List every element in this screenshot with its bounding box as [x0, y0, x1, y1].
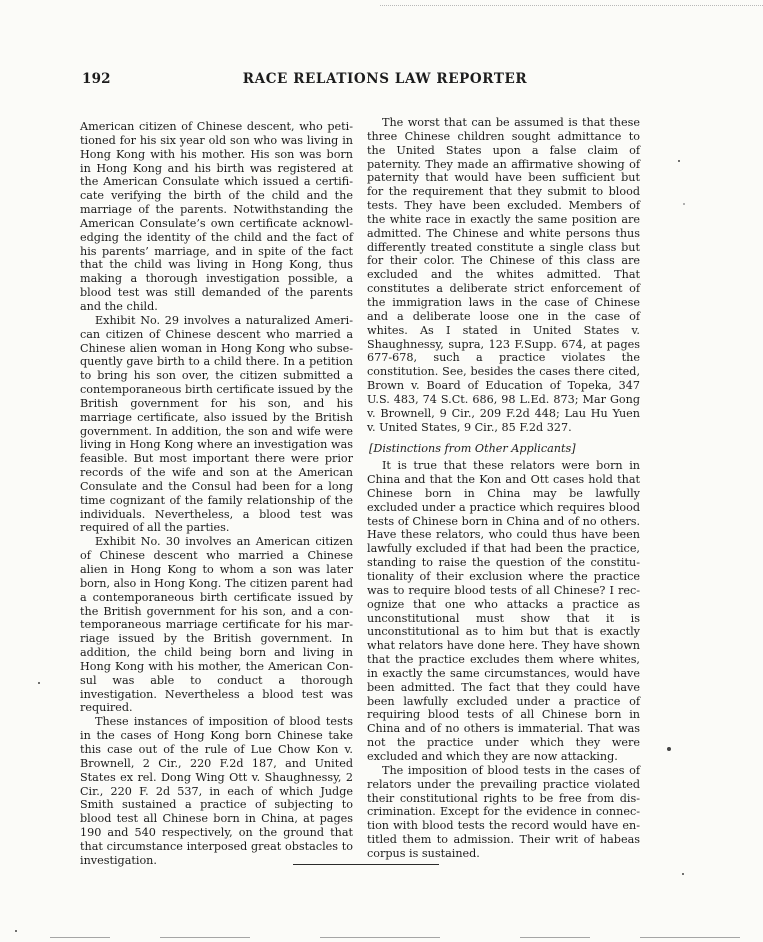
left-paragraph-3: Exhibit No. 30 involves an American citizen of Chinese descent who married a Chinese alien in Hong Kong to whom a son was later born, also in Hong Kong. The citizen parent had a contemporaneous birth certificate issued by the British government for his son, and a contemporaneous marriage certificate for his marriage issued by the British government. In addition, the child being born and living in Hong Kong with his mother, the American Consul was able to conduct a thorough investigation. Nevertheless a blood test was required.	[80, 535, 354, 715]
right-paragraph-1: The worst that can be assumed is that these three Chinese children sought admittance to the United States upon a false claim of paternity. They made an affirmative showing of paternity that would have been sufficient but for the requirement that they submit to blood tests. They have been excluded. Members of the white race in exactly the same position are admitted. The Chinese and white persons thus differently treated constitute a single class but for their color. The Chinese of this class are excluded and the whites admitted. That constitutes a deliberate strict enforcement of the immigration laws in the case of Chinese and a deliberate loose one in the case of whites. As I stated in United States v. Shaughnessy, supra, 123 F.Supp. 674, at pages 677-678, such a practice violates the constitution. See, besides the cases there cited, Brown v. Board of Education of Topeka, 347 U.S. 483, 74 S.Ct. 686, 98 L.Ed. 873; Mar Gong v. Brownell, 9 Cir., 209 F.2d 448; Lau Hu Yuen v. United States, 9 Cir., 85 F.2d 327.	[367, 116, 640, 434]
running-title: RACE RELATIONS LAW REPORTER	[242, 71, 528, 87]
bottom-scan-edge	[520, 937, 590, 938]
right-column	[367, 116, 640, 861]
bottom-scan-edge	[640, 937, 740, 938]
left-paragraph-4: These instances of imposition of blood tests in the cases of Hong Kong born Chinese take this case out of the rule of Lue Chow Kon v. Brownell, 2 Cir., 220 F.2d 187, and United States ex rel. Dong Wing Ott v. Shaughnessy, 2 Cir., 220 F. 2d 537, in each of which Judge Smith sustained a practice of subjecting to blood test all Chinese born in China, at pages 190 and 540 respectively, on the ground that that circumstance interposed great obstacles to investigation.	[80, 715, 353, 867]
end-of-opinion-rule	[293, 864, 439, 865]
right-paragraph-3: The imposition of blood tests in the cases of relators under the prevailing practice violated their constitutional rights to be free from discrimination. Except for the evidence in connection with blood tests the record would have entitled them to admission. Their writ of habeas corpus is sustained.	[367, 763, 640, 860]
bottom-scan-edge	[50, 937, 110, 938]
bottom-scan-edge	[320, 937, 440, 938]
left-column	[80, 120, 353, 868]
scan-speck	[667, 747, 671, 751]
scan-speck	[683, 203, 685, 205]
top-edge-scan-dots	[380, 5, 763, 6]
bottom-scan-edge	[160, 937, 250, 938]
left-paragraph-2: Exhibit No. 29 involves a naturalized American citizen of Chinese descent who married a Chinese alien woman in Hong Kong who subsequently gave birth to a child there. In a petition to bring his son over, the citizen submitted a contemporaneous birth certificate issued by the British government for his son, and his marriage certificate, also issued by the British government. In addition, the son and wife were living in Hong Kong where an investigation was feasible. But most important there were prior records of the wife and son at the American Consulate and the Consul had been for a long time cognizant of the family relationship of the individuals. Nevertheless, a blood test was required of all the parties.	[80, 313, 353, 535]
left-paragraph-1: American citizen of Chinese descent, who petitioned for his six year old son who was living in Hong Kong with his mother. His son was born in Hong Kong and his birth was registered at the American Consulate which issued a certificate verifying the birth of the child and the marriage of the parents. Notwithstanding the American Consulate’s own certificate acknowledging the identity of the child and the fact of his parents’ marriage, and in spite of the fact that the child was living in Hong Kong, thus making a thorough investigation possible, a blood test was still demanded of the parents and the child.	[80, 120, 353, 313]
section-heading: [Distinctions from Other Applicants]	[369, 442, 576, 456]
page-number: 192	[82, 71, 111, 87]
scan-speck	[15, 930, 17, 932]
scan-speck	[38, 682, 40, 684]
right-paragraph-2: It is true that these relators were born in China and that the Kon and Ott cases hold that Chinese born in China may be lawfully excluded under a practice which requires blood tests of Chinese born in China and of no others. Have these relators, who could thus have been lawfully excluded if that had been the practice, standing to raise the question of the constitutionality of their exclusion where the practice was to require blood tests of all Chinese? I recognize that one who attacks a practice as unconstitutional must show that it is unconstitutional as to him but that is exactly what relators have done here. They have shown that the practice excludes them where whites, in exactly the same circumstances, would have been admitted. The fact that they could have been lawfully excluded under a practice of requiring blood tests of all Chinese born in China and of no others is immaterial. That was not the practice under which they were excluded and which they are now attacking.	[367, 459, 640, 763]
scan-speck	[682, 873, 684, 875]
scan-speck	[678, 160, 680, 162]
